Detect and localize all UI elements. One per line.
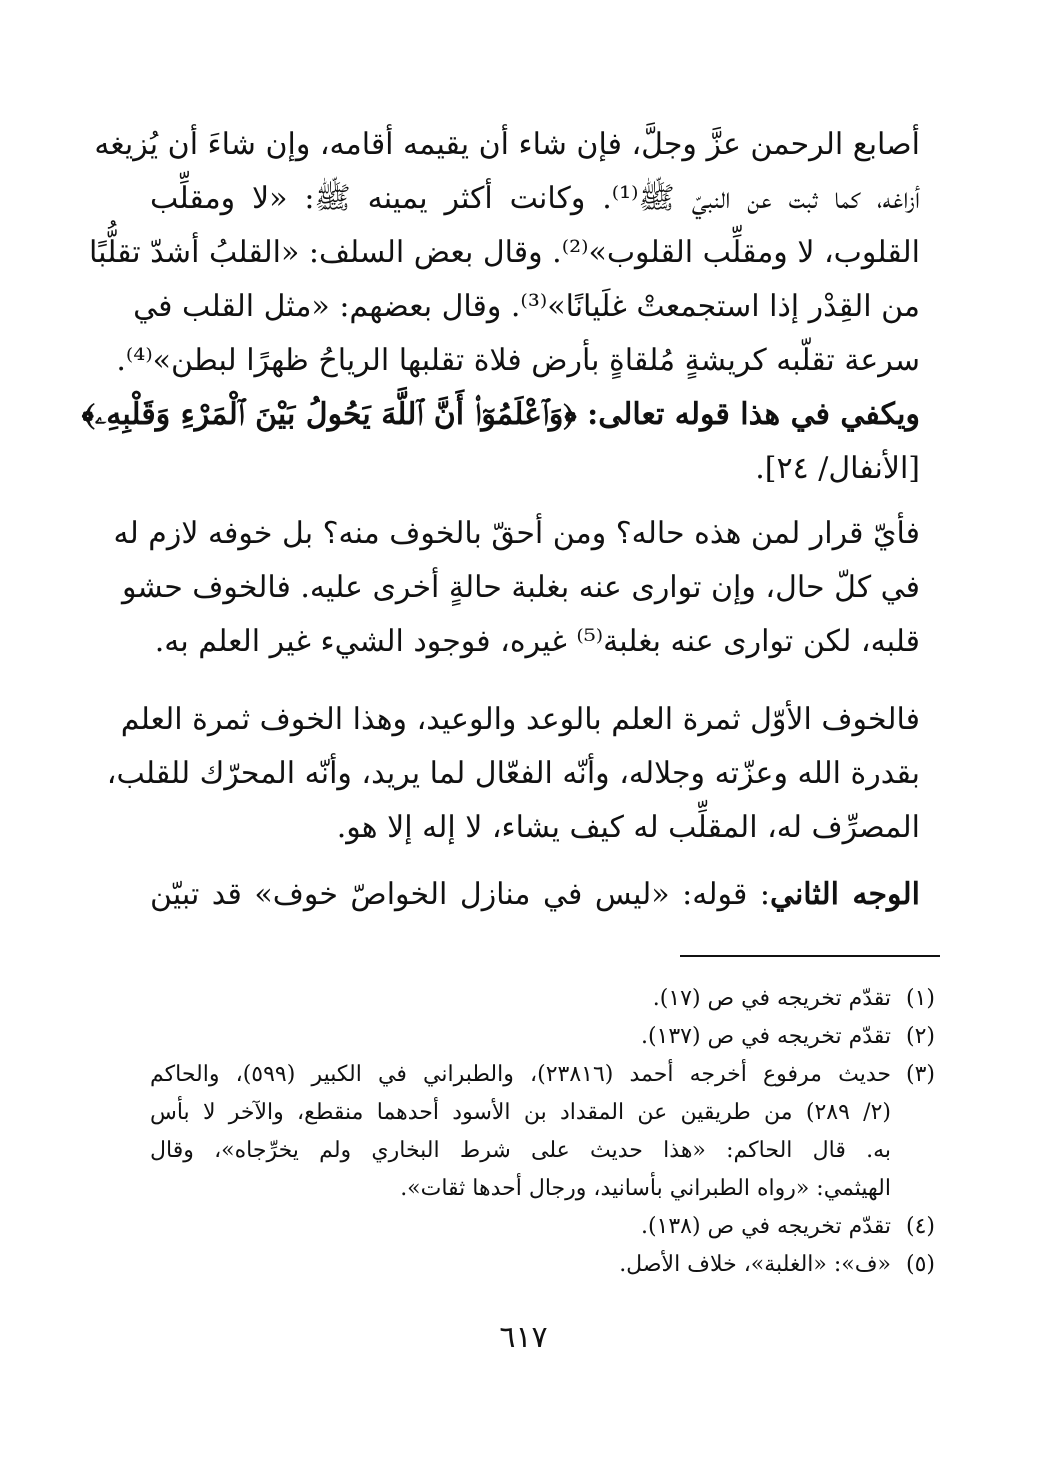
text-line: من القِدْر إذا استجمعتْ غلَيانًا»⁽³⁾. وقال بعضهم: «مثل القلب في [133,289,920,324]
footnote-number: (١) [905,986,935,1011]
footnote-3 [150,1056,935,1208]
footnote-line: به. قال الحاكم: «هذا حديث على شرط البخاري ولم يخرِّجاه»، وقال [150,1138,891,1163]
text-line: فأيّ قرار لمن هذه حاله؟ ومن أحقّ بالخوف منه؟ بل خوفه لازم له [113,516,920,551]
section-heading-continuation: : قوله: «ليس في منازل الخواصّ خوف» قد تبيّن [150,877,770,912]
text-line: فالخوف الأوّل ثمرة العلم بالوعد والوعيد، وهذا الخوف ثمرة العلم [120,702,920,737]
footnote-number: (٣) [905,1062,935,1087]
page-number: ٦١٧ [499,1320,548,1355]
text-line: القلوب، لا ومقلِّب القلوب»⁽²⁾. وقال بعض السلف: «القلبُ أشدّ تقلُّبًا [89,235,920,270]
text-line: المصرِّف له، المقلِّب له كيف يشاء، لا إله إلا هو. [336,810,920,845]
footnote-text [150,1056,891,1208]
footnote-separator [680,955,940,957]
footnote-5 [150,1246,935,1284]
footnote-1 [150,980,935,1018]
footnote-number: (٢) [905,1024,935,1049]
text-line: سرعة تقلّبه كريشةٍ مُلقاةٍ بأرض فلاة تقلبها الرياحُ ظهرًا لبطن»⁽⁴⁾. [116,343,920,378]
footnote-line: تقدّم تخريجه في ص (١٣٨). [640,1214,891,1239]
footnote-line: تقدّم تخريجه في ص (١٧). [652,986,891,1011]
footnote-line: (٢/ ٢٨٩) من طريقين عن المقداد بن الأسود أحدهما منقطع، والآخر لا بأس [150,1100,891,1125]
footnote-text [150,1246,891,1284]
paragraph-1 [81,118,920,496]
footnote-line: حديث مرفوع أخرجه أحمد (٢٣٨١٦)، والطبراني في الكبير (٥٩٩)، والحاكم [150,1062,891,1087]
footnote-2 [150,1018,935,1056]
paragraph-2 [113,507,920,669]
footnote-number: (٥) [905,1252,935,1277]
footnote-line: الهيثمي: «رواه الطبراني بأسانيد، ورجال أحدها ثقات». [400,1176,891,1201]
text-line: قلبه، لكن توارى عنه بغلبة⁽⁵⁾ غيره، فوجود الشيء غير العلم به. [154,624,920,659]
footnote-text [150,1208,891,1246]
paragraph-3 [106,693,920,855]
text-line: أصابع الرحمن عزَّ وجلَّ، فإن شاء أن يقيمه أقامه، وإن شاءَ أن يُزيغه [94,127,920,162]
text-line: أزاغه، كما ثبت عن النبيّ ﷺ⁽¹⁾. وكانت أكثر يمينه ﷺ: «لا ومقلِّب [150,181,920,216]
footnote-line: تقدّم تخريجه في ص (١٣٧). [640,1024,891,1049]
footnote-4 [150,1208,935,1246]
footnote-text [150,980,891,1018]
footnote-text [150,1018,891,1056]
paragraph-4 [150,868,920,922]
footnote-line: «ف»: «الغلبة»، خلاف الأصل. [619,1252,891,1277]
text-line: بقدرة الله وعزّته وجلاله، وأنّه الفعّال لما يريد، وأنّه المحرّك للقلب، [106,756,920,791]
footnotes [150,980,935,1284]
text-line [150,868,920,922]
text-line: في كلّ حال، وإن توارى عنه بغلبة حالةٍ أخرى عليه. فالخوف حشو [121,570,920,605]
section-heading: الوجه الثاني [769,877,920,912]
verse-reference: [الأنفال/ ٢٤]. [755,451,920,486]
quran-verse-line: ويكفي في هذا قوله تعالى: ﴿وَٱعْلَمُوٓا۟ أَنَّ ٱللَّهَ يَحُولُ بَيْنَ ٱلْمَرْءِ وَقَلْبِهِۦ﴾ [81,397,920,432]
footnote-number: (٤) [905,1214,935,1239]
